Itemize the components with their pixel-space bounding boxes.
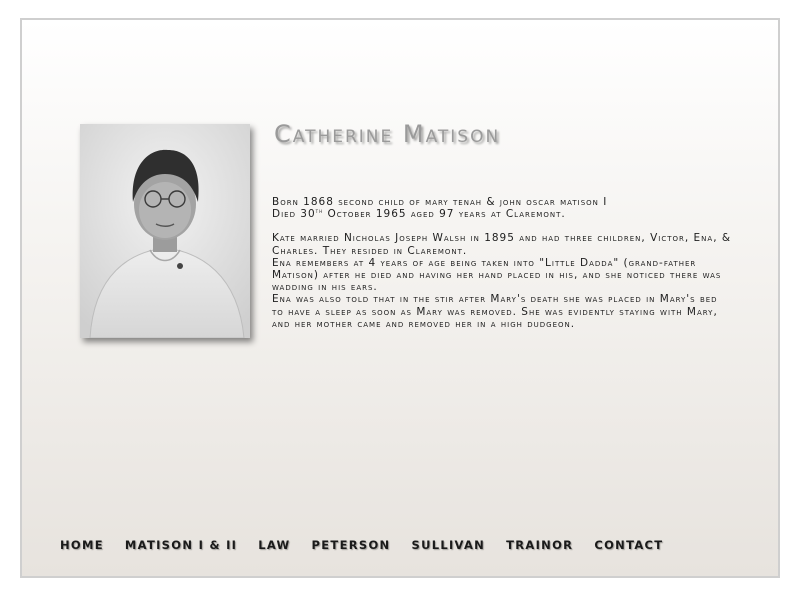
biography-text bbox=[272, 196, 732, 330]
nav-peterson-link[interactable]: PETERSON bbox=[311, 538, 391, 552]
main-navigation bbox=[60, 538, 663, 552]
portrait-photo bbox=[80, 124, 250, 338]
nav-trainor-link[interactable]: TRAINOR bbox=[506, 538, 574, 552]
bio-line-born: Born 1868 second child of mary tenah & john oscar matison I bbox=[272, 196, 608, 208]
nav-home-link[interactable]: HOME bbox=[60, 538, 104, 552]
content-frame bbox=[20, 18, 780, 578]
nav-sullivan-link[interactable]: SULLIVAN bbox=[411, 538, 486, 552]
bio-paragraph-little-dadda: Ena remembers at 4 years of age being taken into "Little Dadda" (grand-father Matison) after he died and having her hand placed in his, and she noticed there was wadding in his ears. bbox=[272, 256, 722, 294]
bio-died-superscript: th bbox=[315, 208, 324, 216]
nav-contact-link[interactable]: CONTACT bbox=[594, 538, 664, 552]
page-title: Catherine Matison bbox=[274, 120, 501, 148]
bio-paragraph-mary: Ena was also told that in the stir after Mary's death she was placed in Mary's bed to have a sleep as soon as Mary was removed. She was evidently staying with Mary, and her mother came and removed her in a high dudgeon. bbox=[272, 293, 718, 330]
paragraph-gap bbox=[272, 220, 732, 232]
nav-matison-link[interactable]: MATISON I & II bbox=[124, 538, 238, 552]
bio-died-suffix: October 1965 aged 97 years at Claremont. bbox=[323, 208, 566, 221]
bio-died-prefix: Died 30 bbox=[272, 208, 316, 221]
bio-paragraph-marriage: Kate married Nicholas Joseph Walsh in 1895 and had three children, Victor, Ena, & Charles. They resided in Claremont. bbox=[272, 232, 732, 257]
bio-line-died bbox=[272, 208, 732, 220]
nav-law-link[interactable]: LAW bbox=[258, 538, 291, 552]
